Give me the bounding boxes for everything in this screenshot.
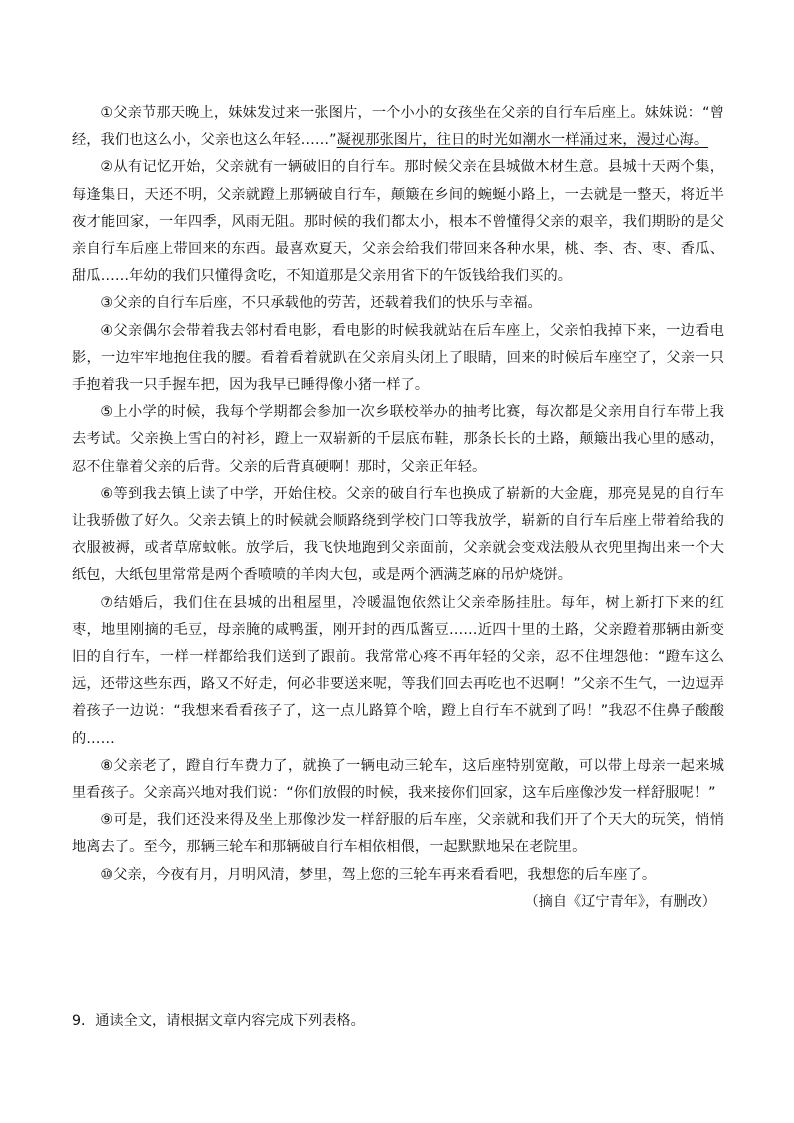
paragraph-3: ③父亲的自行车后座，不只承载他的劳苦，还载着我们的快乐与幸福。 — [100, 295, 542, 312]
paragraph-1 — [72, 100, 724, 154]
paragraph-4: ④父亲偶尔会带着我去邻村看电影，看电影的时候我就站在后车座上，父亲怕我掉下来，一边看电影，一边牢牢地抱住我的腰。看着看着就趴在父亲肩头闭上了眼睛，回来的时候后车座空了，父亲一只手抱着我一只手握车把，因为我早已睡得像小猪一样了。 — [72, 322, 724, 394]
paragraph-9: ⑨可是，我们还没来得及坐上那像沙发一样舒服的后车座，父亲就和我们开了个天大的玩笑，悄悄地离去了。至今，那辆三轮车和那辆破自行车相依相偎，一起默默地呆在老院里。 — [72, 812, 724, 856]
source-citation: （摘自《辽宁青年》，有删改） — [524, 893, 716, 910]
paragraph-6: ⑥等到我去镇上读了中学，开始住校。父亲的破自行车也换成了崭新的大金鹿，那亮晃晃的自行车让我骄傲了好久。父亲去镇上的时候就会顺路绕到学校门口等我放学，崭新的自行车后座上带着给我的衣服被褥，或者草席蚊帐。放学后，我飞快地跑到父亲面前，父亲就会变戏法般从衣兜里掏出来一个大纸包，大纸包里常常是两个香喷喷的羊肉大包，或是两个洒满芝麻的吊炉烧饼。 — [72, 485, 724, 584]
question-9: 9．通读全文，请根据文章内容完成下列表格。 — [72, 1013, 365, 1029]
paragraph-10: ⑩父亲，今夜有月，月明风清，梦里，驾上您的三轮车再来看看吧，我想您的后车座了。 — [100, 866, 657, 883]
paragraph-5: ⑤上小学的时候，我每个学期都会参加一次乡联校举办的抽考比赛，每次都是父亲用自行车带上我去考试。父亲换上雪白的衬衫，蹬上一双崭新的千层底布鞋，那条长长的土路，颠簸出我心里的感动，忍不住靠着父亲的后背。父亲的后背真硬啊！那时，父亲正年轻。 — [72, 404, 724, 475]
article-body — [72, 100, 724, 916]
paragraph-1-text: ①父亲节那天晚上，妹妹发过来一张图片，一个小小的女孩坐在父亲的自行车后座上。妹妹说：“曾经，我们也这么小，父亲也这么年轻……” — [72, 105, 724, 149]
paragraph-2: ②从有记忆开始，父亲就有一辆破旧的自行车。那时候父亲在县城做木材生意。县城十天两个集，每逢集日，天还不明，父亲就蹬上那辆破自行车，颠簸在乡间的蜿蜒小路上，一去就是一整天，将近半夜才能回家，一年四季，风雨无阻。那时候的我们都太小，根本不曾懂得父亲的艰辛，我们期盼的是父亲自行车后座上带回来的东西。最喜欢夏天，父亲会给我们带回来各种水果，桃、李、杏、枣、香瓜、甜瓜……年幼的我们只懂得贪吃，不知道那是父亲用省下的午饭钱给我们买的。 — [72, 159, 724, 285]
paragraph-7: ⑦结婚后，我们住在县城的出租屋里，冷暖温饱依然让父亲牵肠挂肚。每年，树上新打下来的红枣，地里刚摘的毛豆，母亲腌的咸鸭蛋，刚开封的西瓜酱豆……近四十里的土路，父亲蹬着那辆由新变旧的自行车，一样一样都给我们送到了跟前。我常常心疼不再年轻的父亲，忍不住埋怨他：“蹬车这么远，还带这些东西，路又不好走，何必非要送来呢，等我们回去再吃也不迟啊！”父亲不生气，一边逗弄着孩子一边说：“我想来看看孩子了，这一点儿路算个啥，蹬上自行车不就到了吗！”我忍不住鼻子酸酸的…… — [72, 594, 724, 747]
paragraph-1-underlined-text: 凝视那张图片，往日的时光如潮水一样涌过来，漫过心海。 — [336, 132, 709, 149]
paragraph-8: ⑧父亲老了，蹬自行车费力了，就换了一辆电动三轮车，这后座特别宽敞，可以带上母亲一起来城里看孩子。父亲高兴地对我们说：“你们放假的时候，我来接你们回家，这车后座像沙发一样舒服呢！” — [72, 757, 724, 802]
